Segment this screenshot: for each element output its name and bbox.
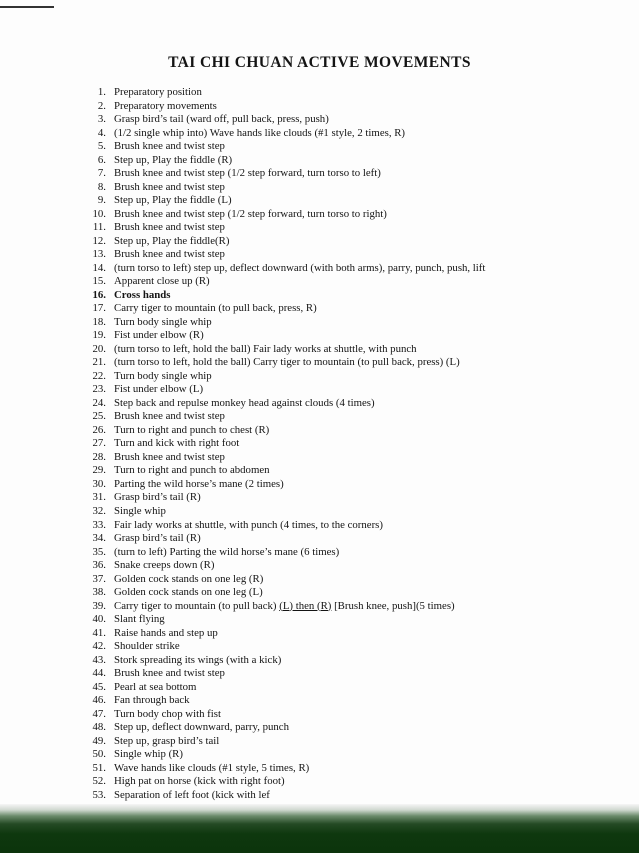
movement-text: [114, 573, 263, 587]
movement-number: 12.: [92, 234, 106, 247]
movement-text-part: Golden cock stands on one leg (L): [114, 586, 263, 599]
movement-number: 31.: [92, 491, 106, 504]
movement-number: 24.: [92, 396, 106, 409]
movement-item: [86, 640, 626, 654]
movement-text: [114, 681, 196, 695]
movement-text-part: Turn and kick with right foot: [114, 437, 240, 450]
movement-text-part: Turn body single whip: [114, 369, 212, 382]
movement-text: [114, 289, 171, 303]
movement-number: 41.: [92, 626, 106, 639]
movement-item: [86, 154, 626, 168]
movement-item: [86, 613, 626, 627]
movement-item: [86, 491, 626, 505]
movement-text: [114, 370, 212, 384]
movement-text-part: Snake creeps down (R): [114, 559, 215, 572]
movement-number: 4.: [97, 126, 106, 139]
movement-text-part: Step up, Play the fiddle (L): [114, 194, 232, 207]
movement-number: 27.: [92, 437, 106, 450]
movement-text-part: Carry tiger to mountain (to pull back): [114, 599, 280, 612]
movement-text: [114, 735, 219, 749]
movement-text: [114, 708, 221, 722]
movement-text-part: Preparatory position: [114, 86, 202, 98]
movement-item: [86, 140, 626, 154]
movement-item: [86, 289, 626, 303]
movement-number: 10.: [92, 207, 106, 220]
movement-number: 8.: [97, 180, 106, 193]
movement-item: [86, 708, 626, 722]
movement-text: [114, 100, 217, 114]
movement-item: [86, 519, 626, 533]
movement-item: [86, 681, 626, 695]
movement-text-part: Turn to right and punch to chest (R): [114, 423, 270, 436]
movement-text: [114, 640, 180, 654]
movement-text: [114, 127, 405, 141]
movement-item: [86, 464, 626, 478]
movement-item: [86, 600, 626, 614]
movement-number: 26.: [92, 423, 106, 436]
movement-text-part: Pearl at sea bottom: [114, 680, 197, 693]
movement-text-part: Stork spreading its wings (with a kick): [114, 653, 282, 666]
movement-item: [86, 410, 626, 424]
movement-text: [114, 343, 417, 357]
movement-item: [86, 532, 626, 546]
movement-number: 36.: [92, 559, 106, 572]
movement-item: [86, 383, 626, 397]
movement-text: [114, 464, 270, 478]
movement-text: [114, 383, 203, 397]
movement-text-part: [Brush knee, push](5 times): [331, 599, 455, 612]
movement-text-part: High pat on horse (kick with right foot): [114, 775, 285, 788]
movement-text-part: Step back and repulse monkey head against clouds (4 times): [114, 396, 375, 409]
movement-text-part: Raise hands and step up: [114, 626, 218, 639]
movement-text-part: Brush knee and twist step: [114, 221, 225, 234]
movement-number: 32.: [92, 504, 106, 517]
movement-number: 17.: [92, 302, 106, 315]
movement-number: 47.: [92, 707, 106, 720]
movement-text: [114, 329, 204, 343]
movement-item: [86, 113, 626, 127]
movement-text-part: Apparent close up (R): [114, 275, 210, 288]
movement-text: [114, 167, 381, 181]
movement-number: 13.: [92, 248, 106, 261]
movement-text-part: Fist under elbow (L): [114, 383, 204, 396]
movement-text-part: Preparatory movements: [114, 99, 217, 112]
movement-item: [86, 573, 626, 587]
movement-number: 49.: [92, 734, 106, 747]
movement-text: [114, 519, 383, 533]
movement-number: 45.: [92, 680, 106, 693]
movement-number: 53.: [92, 788, 106, 801]
movement-text: [114, 208, 387, 222]
movement-number: 6.: [97, 153, 106, 166]
movement-text: [114, 275, 210, 289]
movement-number: 18.: [92, 315, 106, 328]
movement-item: [86, 235, 626, 249]
movement-number: 33.: [92, 518, 106, 531]
movement-text-part: Step up, grasp bird’s tail: [114, 734, 220, 747]
movement-text: [114, 600, 455, 614]
movement-item: [86, 221, 626, 235]
movement-item: [86, 748, 626, 762]
movement-item: [86, 505, 626, 519]
movement-number: 44.: [92, 667, 106, 680]
movement-item: [86, 329, 626, 343]
movement-text-part: Step up, Play the fiddle (R): [114, 153, 233, 166]
movement-text-part: Slant flying: [114, 613, 165, 626]
movement-text: [114, 248, 225, 262]
movement-item: [86, 789, 626, 803]
movement-number: 50.: [92, 748, 106, 761]
movement-text-part: Turn body single whip: [114, 315, 212, 328]
movement-item: [86, 437, 626, 451]
movement-text-part: Separation of left foot (kick with lef: [114, 788, 270, 801]
movement-number: 11.: [92, 221, 106, 234]
movement-number: 28.: [92, 450, 106, 463]
movement-text: [114, 789, 270, 803]
movement-item: [86, 208, 626, 222]
movement-text-part: Brush knee and twist step: [114, 410, 225, 423]
movement-text: [114, 154, 232, 168]
movement-number: 23.: [92, 383, 106, 396]
movement-text: [114, 451, 225, 465]
movement-item: [86, 735, 626, 749]
movement-text: [114, 181, 225, 195]
movement-text-part: Grasp bird’s tail (R): [114, 491, 201, 504]
movement-item: [86, 762, 626, 776]
movement-text: [114, 762, 309, 776]
movement-text: [114, 356, 460, 370]
movement-item: [86, 356, 626, 370]
movement-number: 21.: [92, 356, 106, 369]
movement-text-part: (turn to left) Parting the wild horse’s mane (6 times): [114, 545, 340, 558]
movement-item: [86, 424, 626, 438]
movement-text: [114, 235, 229, 249]
movement-item: [86, 654, 626, 668]
movement-text-part: Brush knee and twist step: [114, 667, 225, 680]
movement-number: 15.: [92, 275, 106, 288]
movement-item: [86, 721, 626, 735]
corner-mark: [0, 0, 54, 8]
page-title: TAI CHI CHUAN ACTIVE MOVEMENTS: [168, 54, 471, 71]
movement-number: 2.: [97, 99, 106, 112]
movement-text: [114, 559, 214, 573]
movement-text: [114, 478, 284, 492]
movement-list: [86, 86, 626, 802]
movement-number: 5.: [97, 140, 106, 153]
movement-text-part: Turn to right and punch to abdomen: [114, 464, 270, 477]
movement-text: [114, 654, 281, 668]
movement-text: [114, 302, 317, 316]
movement-text-part: Parting the wild horse’s mane (2 times): [114, 477, 284, 490]
movement-number: 40.: [92, 613, 106, 626]
movement-text-part: Fair lady works at shuttle, with punch (4 times, to the corners): [114, 518, 383, 531]
movement-text: [114, 491, 201, 505]
movement-text-part: Fist under elbow (R): [114, 329, 204, 342]
movement-number: 3.: [97, 113, 106, 126]
movement-item: [86, 667, 626, 681]
movement-number: 7.: [97, 167, 106, 180]
movement-item: [86, 343, 626, 357]
movement-text-part: Brush knee and twist step: [114, 248, 225, 261]
movement-number: 35.: [92, 545, 106, 558]
movement-number: 25.: [92, 410, 106, 423]
movement-number: 37.: [92, 572, 106, 585]
movement-text: [114, 721, 289, 735]
movement-text: [114, 546, 339, 560]
movement-text-part: Golden cock stands on one leg (R): [114, 572, 264, 585]
movement-item: [86, 546, 626, 560]
movement-text-underlined: (L) then (R): [279, 599, 332, 612]
movement-text-part: Single whip: [114, 504, 166, 517]
movement-text-part: Carry tiger to mountain (to pull back, press, R): [114, 302, 317, 315]
movement-text-part: Single whip (R): [114, 748, 183, 761]
movement-text: [114, 424, 269, 438]
movement-text-part: (turn torso to left) step up, deflect downward (with both arms), parry, punch, push, lift: [114, 261, 486, 274]
movement-item: [86, 586, 626, 600]
movement-item: [86, 478, 626, 492]
movement-number: 9.: [97, 194, 106, 207]
movement-number: 48.: [92, 721, 106, 734]
scan-edge-band: [0, 804, 639, 853]
movement-text-part: Turn body chop with fist: [114, 707, 221, 720]
movement-number: 19.: [92, 329, 106, 342]
movement-item: [86, 370, 626, 384]
movement-text-part: Shoulder strike: [114, 640, 180, 653]
movement-item: [86, 248, 626, 262]
movement-text: [114, 437, 239, 451]
movement-text-part: Brush knee and twist step: [114, 180, 225, 193]
movement-text-part: Grasp bird’s tail (R): [114, 532, 201, 545]
movement-text: [114, 221, 225, 235]
movement-text-part: Cross hands: [114, 288, 171, 301]
movement-text-part: Brush knee and twist step (1/2 step forward, turn torso to right): [114, 207, 387, 220]
movement-text: [114, 86, 202, 100]
movement-text-part: (turn torso to left, hold the ball) Fair lady works at shuttle, with punch: [114, 342, 417, 355]
movement-item: [86, 397, 626, 411]
movement-item: [86, 262, 626, 276]
movement-text-part: Brush knee and twist step: [114, 450, 225, 463]
movement-text: [114, 194, 232, 208]
movement-text: [114, 532, 201, 546]
movement-number: 38.: [92, 586, 106, 599]
movement-number: 20.: [92, 342, 106, 355]
movement-item: [86, 127, 626, 141]
movement-item: [86, 194, 626, 208]
movement-text: [114, 397, 375, 411]
movement-number: 29.: [92, 464, 106, 477]
movement-item: [86, 559, 626, 573]
movement-item: [86, 316, 626, 330]
movement-item: [86, 694, 626, 708]
movement-text-part: Wave hands like clouds (#1 style, 5 times, R): [114, 761, 310, 774]
movement-text-part: Step up, deflect downward, parry, punch: [114, 721, 289, 734]
movement-number: 42.: [92, 640, 106, 653]
movement-item: [86, 181, 626, 195]
movement-text: [114, 505, 166, 519]
movement-text: [114, 316, 212, 330]
movement-number: 14.: [92, 261, 106, 274]
movement-item: [86, 167, 626, 181]
movement-number: 43.: [92, 653, 106, 666]
movement-item: [86, 275, 626, 289]
movement-number: 51.: [92, 761, 106, 774]
movement-text-part: Step up, Play the fiddle(R): [114, 234, 230, 247]
movement-text: [114, 613, 165, 627]
movement-text: [114, 140, 225, 154]
movement-item: [86, 451, 626, 465]
movement-number: 52.: [92, 775, 106, 788]
movement-item: [86, 86, 626, 100]
movement-text: [114, 410, 225, 424]
movement-text: [114, 113, 329, 127]
movement-text-part: (turn torso to left, hold the ball) Carry tiger to mountain (to pull back, press) (L): [114, 356, 460, 369]
movement-text: [114, 586, 263, 600]
movement-number: 46.: [92, 694, 106, 707]
movement-text-part: Fan through back: [114, 694, 190, 707]
movement-text: [114, 748, 183, 762]
movement-text: [114, 262, 485, 276]
movement-text: [114, 627, 218, 641]
movement-item: [86, 100, 626, 114]
movement-text: [114, 667, 225, 681]
movement-text-part: (1/2 single whip into) Wave hands like clouds (#1 style, 2 times, R): [114, 126, 406, 139]
movement-text-part: Grasp bird’s tail (ward off, pull back, press, push): [114, 113, 329, 126]
movement-number: 34.: [92, 532, 106, 545]
movement-number: 16.: [92, 288, 106, 301]
movement-number: 39.: [92, 599, 106, 612]
movement-item: [86, 627, 626, 641]
movement-text-part: Brush knee and twist step: [114, 140, 225, 153]
movement-number: 22.: [92, 369, 106, 382]
movement-item: [86, 302, 626, 316]
movement-item: [86, 775, 626, 789]
movement-text: [114, 694, 190, 708]
movement-number: 30.: [92, 477, 106, 490]
movement-number: 1.: [97, 86, 106, 98]
movement-text: [114, 775, 285, 789]
movement-text-part: Brush knee and twist step (1/2 step forward, turn torso to left): [114, 167, 381, 180]
